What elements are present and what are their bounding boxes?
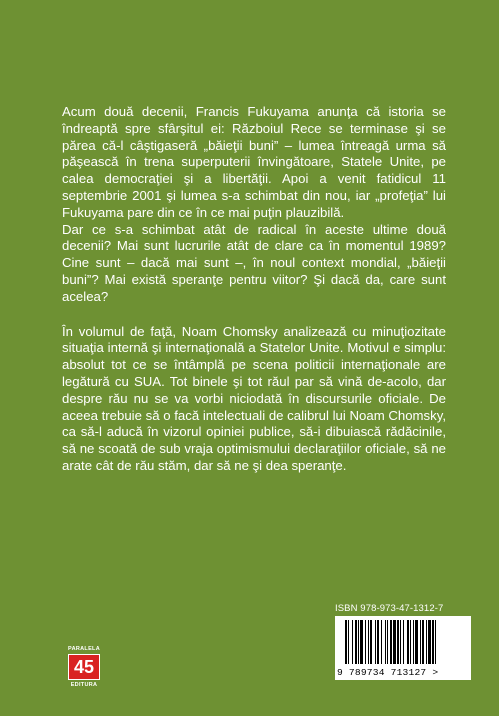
barcode-bar [407,620,409,664]
barcode-bar [420,620,421,664]
barcode-bar [358,620,359,664]
barcode [335,616,471,680]
barcode-bar [375,620,376,664]
barcode-bar [368,620,369,664]
isbn-label: ISBN 978-973-47-1312-7 [335,603,444,614]
barcode-bar [387,620,388,664]
barcode-bar [345,620,347,664]
barcode-digits: 9 789734 713127 > [337,667,439,678]
barcode-bar [360,620,363,664]
barcode-bar [377,620,379,664]
publisher-logo [64,646,104,692]
barcode-bar [370,620,372,664]
barcode-bar [413,620,414,664]
barcode-bars [343,620,463,666]
barcode-bar [355,620,357,664]
logo-bottom-text: EDITURA [70,682,98,688]
blurb-paragraph-1: Acum două decenii, Francis Fukuyama anunţa că istoria se îndreaptă spre sfârşitul ei: Războiul Rece se terminase şi se părea că-l câştigaseră „băieţii buni” – lumea întreagă urma să păşească în trena superputerii învingătoare, Statele Unite, pe calea democraţiei şi a libertăţii. Apoi a venit fatidicul 11 septembrie 2001 şi lumea s-a schimbat din nou, iar „profeţia” lui Fukuyama pare din ce în ce mai puţin plauzibilă. [62,104,446,220]
barcode-bar [348,620,349,664]
barcode-bar [381,620,382,664]
barcode-bar [393,620,396,664]
barcode-bar [435,620,436,664]
barcode-bar [410,620,411,664]
barcode-bar [426,620,427,664]
blurb-text [62,104,446,475]
barcode-bar [422,620,424,664]
barcode-bar [415,620,418,664]
barcode-bar [428,620,431,664]
barcode-bar [365,620,366,664]
blurb-paragraph-3: În volumul de faţă, Noam Chomsky analizează cu minuţiozitate situaţia internă şi internaţională a Statelor Unite. Motivul e simplu: absolut tot ce se întâmplă pe scena politicii internaţionale are legătură cu SUA. Tot binele şi tot răul par să vină de-acolo, dar despre rău nu se va vorbi niciodată în discursurile oficiale. De aceea trebuie să o facă intelectuali de calibrul lui Noam Chomsky, ca să-l aducă în vizorul opiniei publice, să-i dibuiască rădăcinile, să ne scoată de sub vraja optimismului declaraţiilor oficiale, să ne arate cât de rău stăm, dar să ne şi dea speranţe. [62,323,446,473]
barcode-bar [352,620,353,664]
logo-number: 45 [73,657,95,677]
barcode-bar [390,620,392,664]
barcode-bar [403,620,404,664]
barcode-bar [385,620,386,664]
barcode-bar [432,620,434,664]
logo-top-text: PARALELA [68,646,100,652]
blurb-paragraph-2: Dar ce s-a schimbat atât de radical în aceste ultime două decenii? Mai sunt lucrurile atât de clare ca în momentul 1989? Cine sunt – dacă mai sunt –, în noul context mondial, „băieţii buni”? Mai există speranţe pentru viitor? Şi dacă da, care sunt acelea? [62,221,446,304]
barcode-bar [400,620,401,664]
barcode-bar [397,620,399,664]
